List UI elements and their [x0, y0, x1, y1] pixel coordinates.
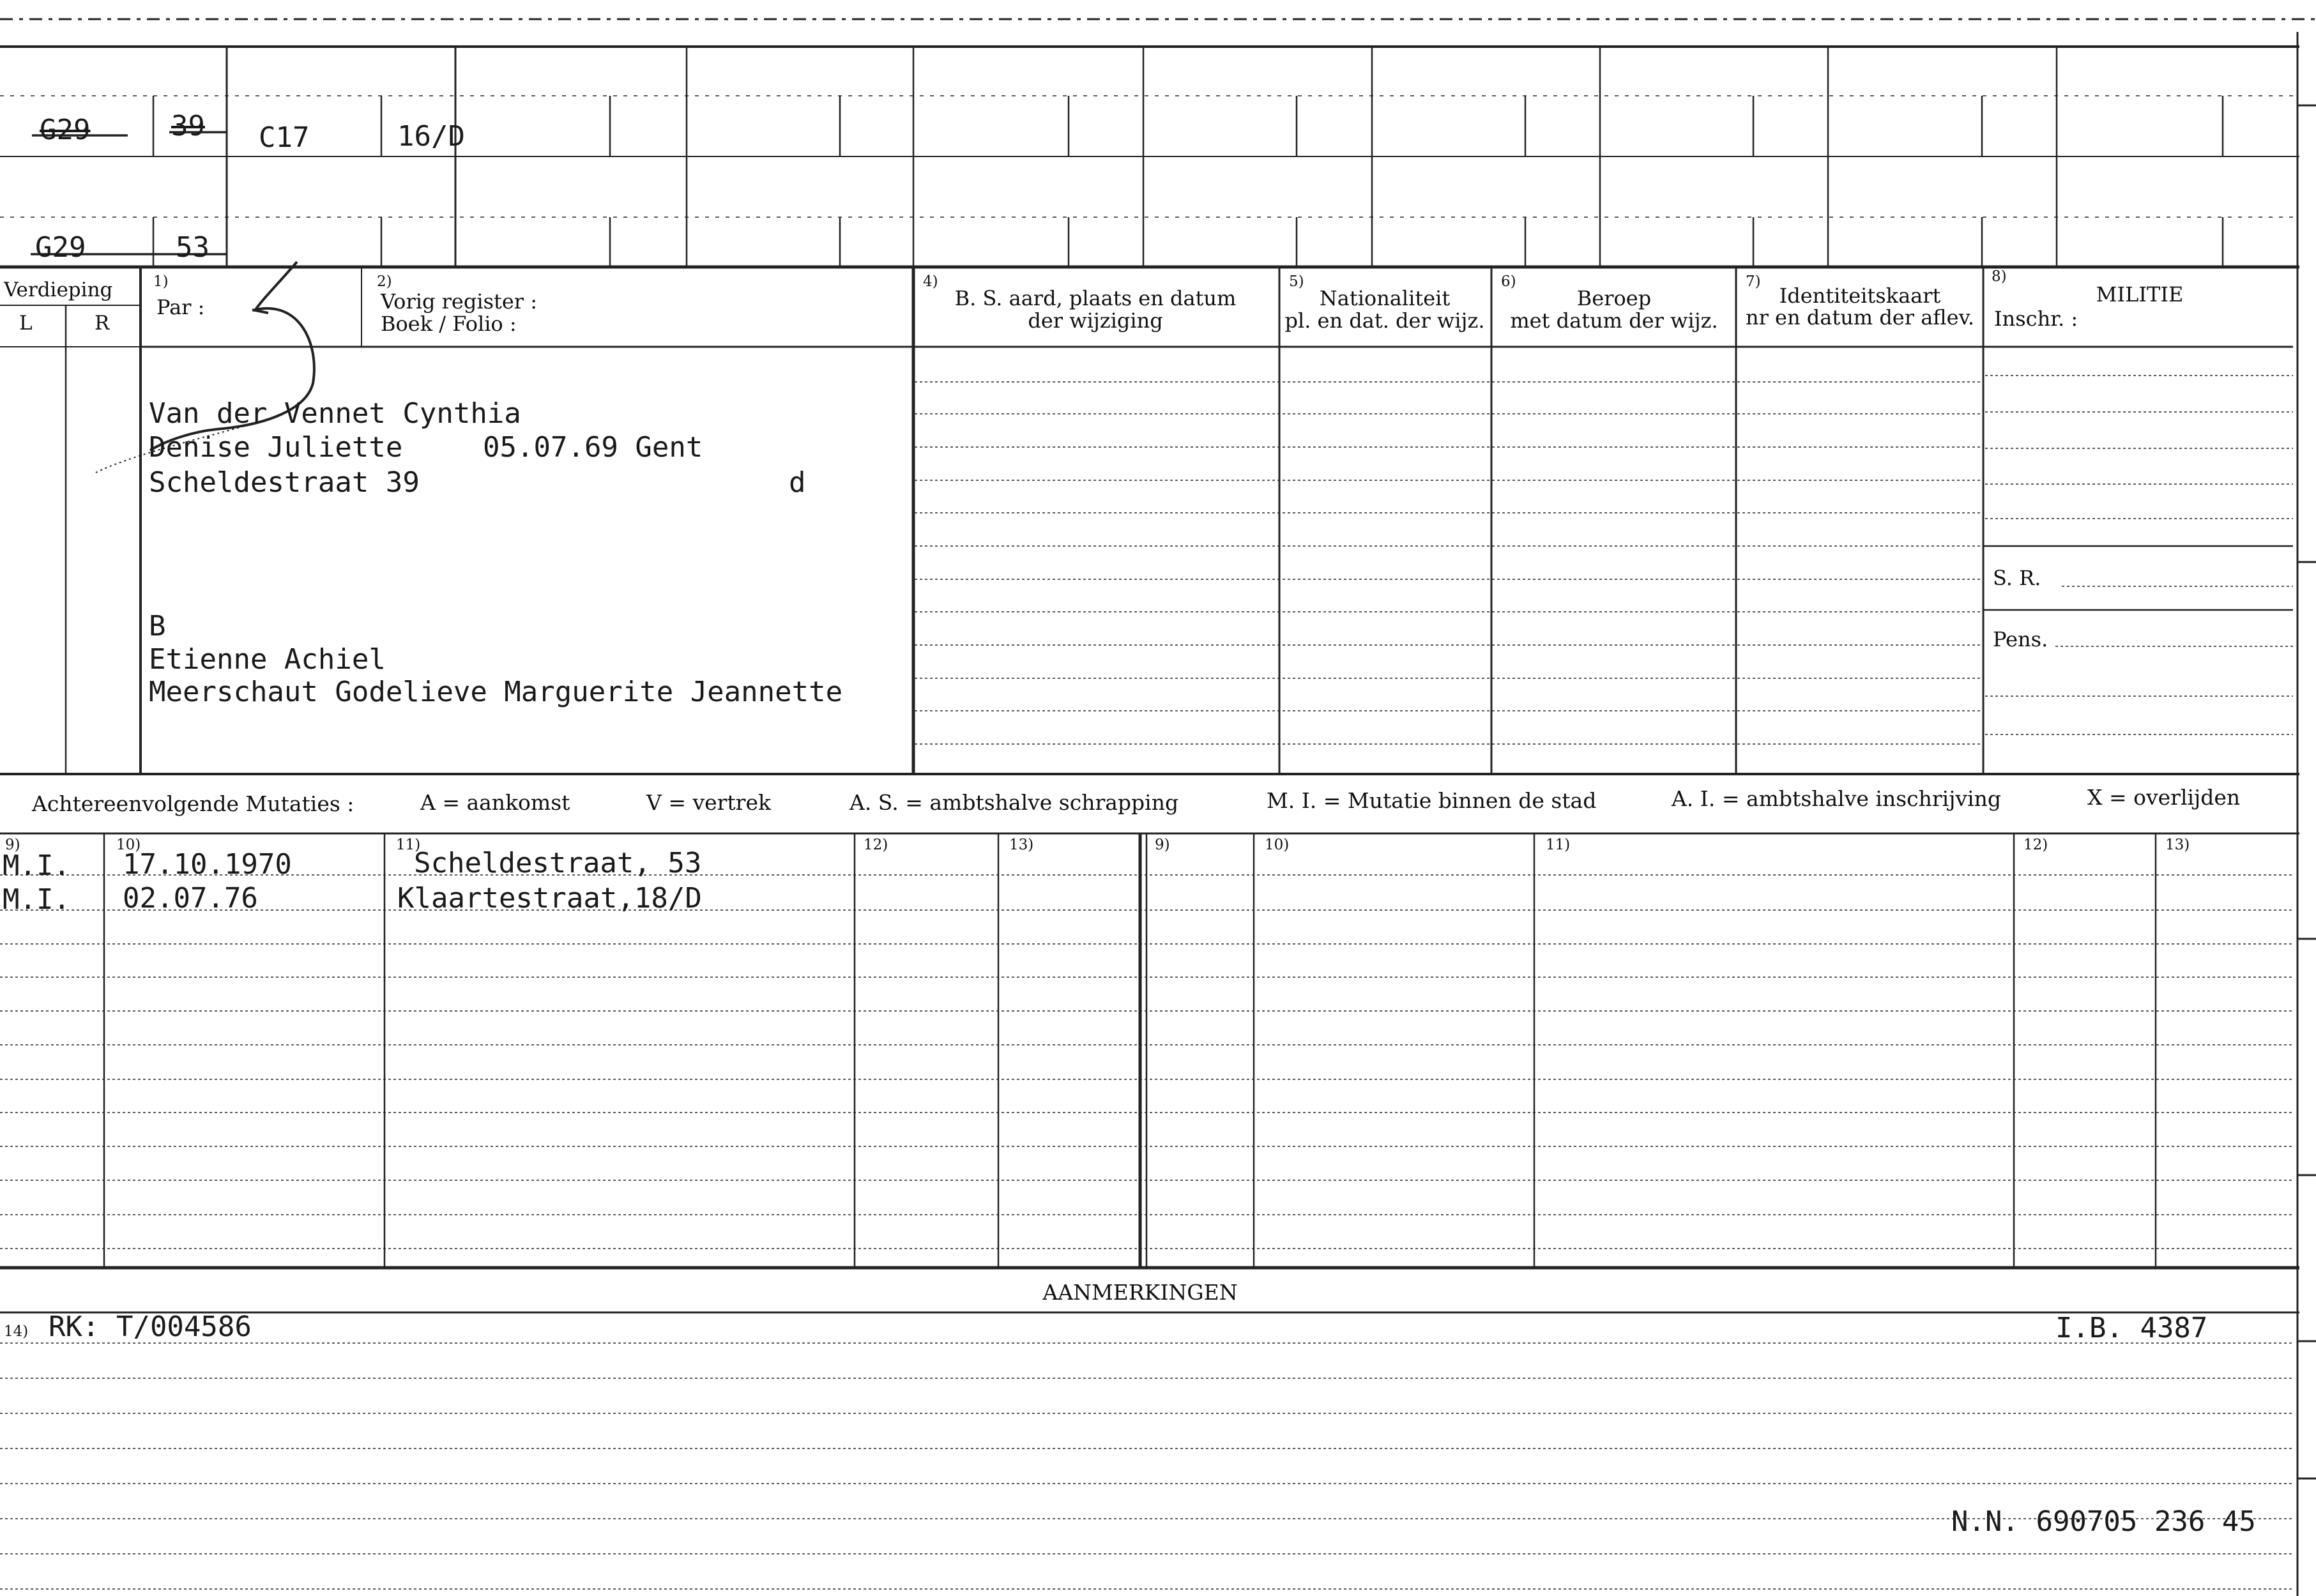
legend-mi: M. I. = Mutatie binnen de stad	[1267, 788, 1597, 813]
legend-v: V = vertrek	[646, 790, 771, 815]
person-name-line1: Van der Vennet Cynthia	[149, 397, 521, 430]
mut-col-num: 10)	[1265, 837, 1290, 853]
par-number: 1)	[153, 273, 169, 290]
person-name-line2: Denise Juliette	[149, 431, 403, 464]
aanmerkingen-number: 14)	[4, 1323, 29, 1340]
mutation-2-type: M.I.	[3, 883, 70, 916]
nat-header-line1: Nationaliteit	[1319, 286, 1451, 310]
mut-col-num: 10)	[116, 837, 141, 853]
top-code-g29-second: G29	[35, 231, 86, 264]
mutation-1-address: Scheldestraat, 53	[414, 847, 702, 879]
person-mark-d: d	[789, 466, 806, 499]
top-code-g29: G29	[40, 114, 91, 146]
id-header-line2: nr en datum der aflev.	[1745, 305, 1975, 330]
person-mother: Meerschaut Godelieve Marguerite Jeannette	[149, 676, 843, 708]
top-code-39: 39	[171, 110, 205, 142]
militie-inschr: Inschr. :	[1994, 307, 2078, 331]
vorig-register-label: Vorig register :	[381, 289, 538, 314]
person-b: B	[149, 610, 166, 642]
person-birth-date-place: 05.07.69 Gent	[483, 431, 703, 464]
mutation-2-address: Klaartestraat,18/D	[397, 882, 702, 915]
mut-col-num: 13)	[1009, 837, 1034, 853]
aanmerkingen-ib: I.B. 4387	[2055, 1312, 2208, 1344]
beroep-header-line1: Beroep	[1576, 286, 1652, 310]
mut-col-num: 9)	[1155, 837, 1170, 853]
militie-title: MILITIE	[2096, 282, 2184, 307]
mut-col-num: 12)	[864, 837, 888, 853]
mut-col-num: 9)	[5, 837, 20, 853]
par-label: Par :	[156, 295, 205, 319]
verdieping-label: Verdieping	[4, 278, 113, 301]
top-code-16d: 16/D	[397, 120, 465, 153]
legend-a: A = aankomst	[420, 790, 570, 815]
mut-col-num: 11)	[396, 837, 421, 853]
nat-number: 5)	[1289, 273, 1304, 290]
aanmerkingen-nn: N.N. 690705 236 45	[1951, 1505, 2256, 1538]
verdieping-r: R	[95, 312, 110, 335]
legend-as: A. S. = ambtshalve schrapping	[849, 790, 1179, 815]
mut-col-num: 12)	[2023, 837, 2048, 853]
boek-folio-label: Boek / Folio :	[381, 312, 517, 336]
aanmerkingen-title: AANMERKINGEN	[1042, 1280, 1238, 1305]
militie-sr-label: S. R.	[1993, 566, 2041, 590]
beroep-number: 6)	[1501, 273, 1516, 290]
top-code-c17: C17	[259, 121, 310, 154]
mutation-2-date: 02.07.76	[123, 882, 258, 915]
id-header-line1: Identiteitskaart	[1779, 284, 1941, 308]
mut-col-num: 13)	[2165, 837, 2190, 853]
militie-pens-label: Pens.	[1993, 627, 2048, 651]
person-address: Scheldestraat 39	[149, 466, 420, 499]
bs-number: 4)	[923, 273, 938, 290]
nat-header-line2: pl. en dat. der wijz.	[1284, 308, 1485, 333]
id-number: 7)	[1746, 273, 1761, 290]
person-father: Etienne Achiel	[149, 643, 386, 676]
legend-title: Achtereenvolgende Mutaties :	[32, 791, 354, 816]
militie-number: 8)	[1992, 268, 2007, 285]
verdieping-l: L	[19, 312, 33, 335]
bs-header-line1: B. S. aard, plaats en datum	[954, 286, 1237, 310]
mutation-1-type: M.I.	[3, 849, 70, 882]
top-code-53: 53	[176, 231, 210, 264]
legend-x: X = overlijden	[2087, 785, 2241, 810]
beroep-header-line2: met datum der wijz.	[1510, 308, 1718, 333]
aanmerkingen-rk: RK: T/004586	[49, 1311, 252, 1343]
legend-ai: A. I. = ambtshalve inschrijving	[1672, 786, 2002, 811]
mut-col-num: 11)	[1546, 837, 1571, 853]
bs-header-line2: der wijziging	[1028, 308, 1163, 333]
vorig-number: 2)	[377, 273, 392, 290]
mutation-1-date: 17.10.1970	[123, 848, 292, 881]
